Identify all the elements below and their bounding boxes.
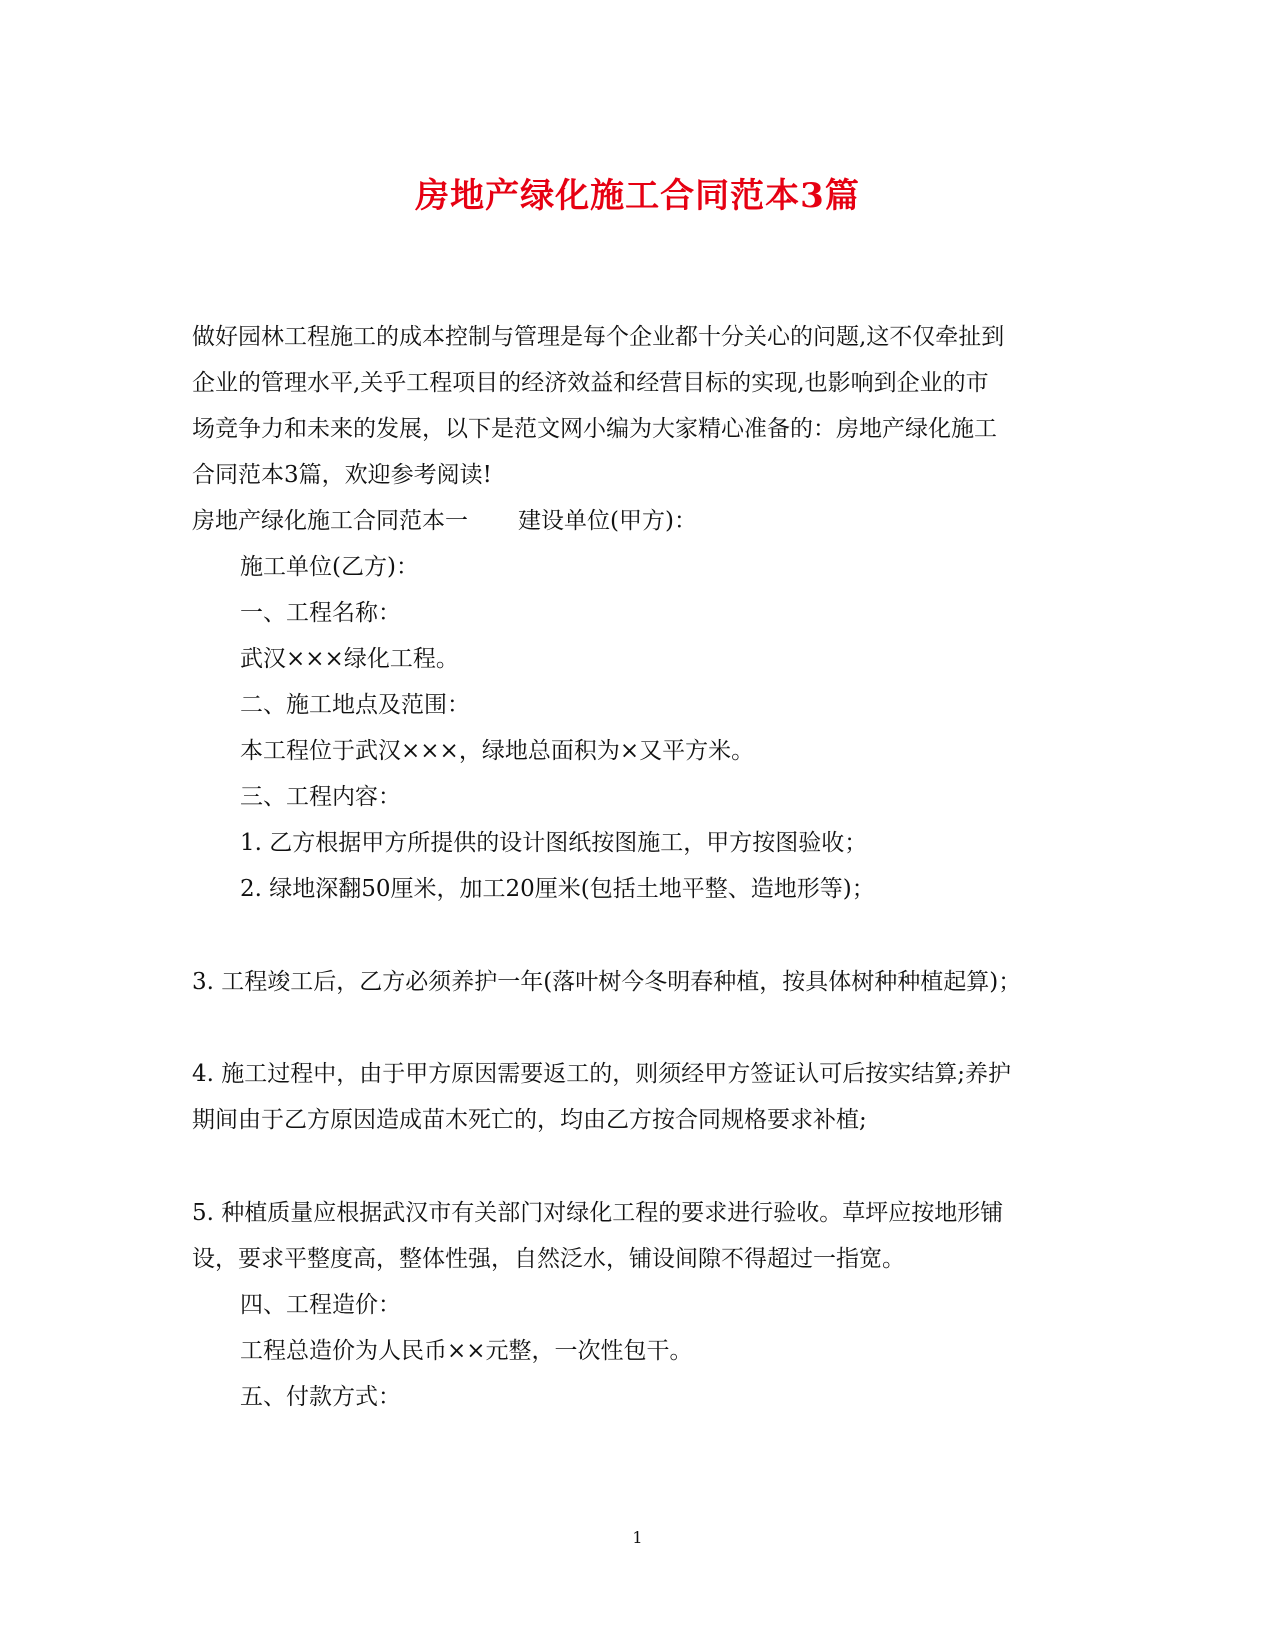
item2-text: 本工程位于武汉×××，绿地总面积为×又平方米。 <box>240 738 755 764</box>
item3-paragraph-5-line-1: 5. 种植质量应根据武汉市有关部门对绿化工程的要求进行验收。草坪应按地形铺 <box>192 1200 1004 1226</box>
item3-paragraph-2: 2. 绿地深翻50厘米，加工20厘米(包括土地平整、造地形等)； <box>240 876 875 902</box>
party-b-label: 施工单位(乙方)： <box>240 554 419 580</box>
intro-line-1: 做好园林工程施工的成本控制与管理是每个企业都十分关心的问题,这不仅牵扯到 <box>192 324 1005 350</box>
section-heading-line <box>192 497 1082 545</box>
item5-heading: 五、付款方式： <box>240 1384 401 1410</box>
page-number: 1 <box>632 1528 643 1547</box>
item3-heading: 三、工程内容： <box>240 784 401 810</box>
item4-text: 工程总造价为人民币××元整，一次性包干。 <box>240 1338 693 1364</box>
section-heading: 房地产绿化施工合同范本一 <box>192 508 468 534</box>
item3-paragraph-5-line-2: 设，要求平整度高，整体性强，自然泛水，铺设间隙不得超过一指宽。 <box>192 1246 905 1272</box>
item1-text: 武汉×××绿化工程。 <box>240 646 459 672</box>
document-title: 房地产绿化施工合同范本3篇 <box>415 176 860 216</box>
item3-paragraph-3: 3. 工程竣工后，乙方必须养护一年(落叶树今冬明春种植，按具体树种种植起算)； <box>192 969 1022 995</box>
item3-paragraph-1: 1. 乙方根据甲方所提供的设计图纸按图施工，甲方按图验收； <box>240 830 868 856</box>
party-a-label: 建设单位(甲方)： <box>518 508 697 534</box>
item3-paragraph-4-line-1: 4. 施工过程中，由于甲方原因需要返工的，则须经甲方签证认可后按实结算;养护 <box>192 1061 1012 1087</box>
item3-paragraph-4-line-2: 期间由于乙方原因造成苗木死亡的，均由乙方按合同规格要求补植; <box>192 1107 867 1133</box>
intro-line-4: 合同范本3篇，欢迎参考阅读! <box>192 462 492 488</box>
intro-line-3: 场竞争力和未来的发展，以下是范文网小编为大家精心准备的：房地产绿化施工 <box>192 416 997 442</box>
intro-line-2: 企业的管理水平,关乎工程项目的经济效益和经营目标的实现,也影响到企业的市 <box>192 370 989 396</box>
item1-heading: 一、工程名称： <box>240 600 401 626</box>
item4-heading: 四、工程造价： <box>240 1292 401 1318</box>
item2-heading: 二、施工地点及范围： <box>240 692 470 718</box>
